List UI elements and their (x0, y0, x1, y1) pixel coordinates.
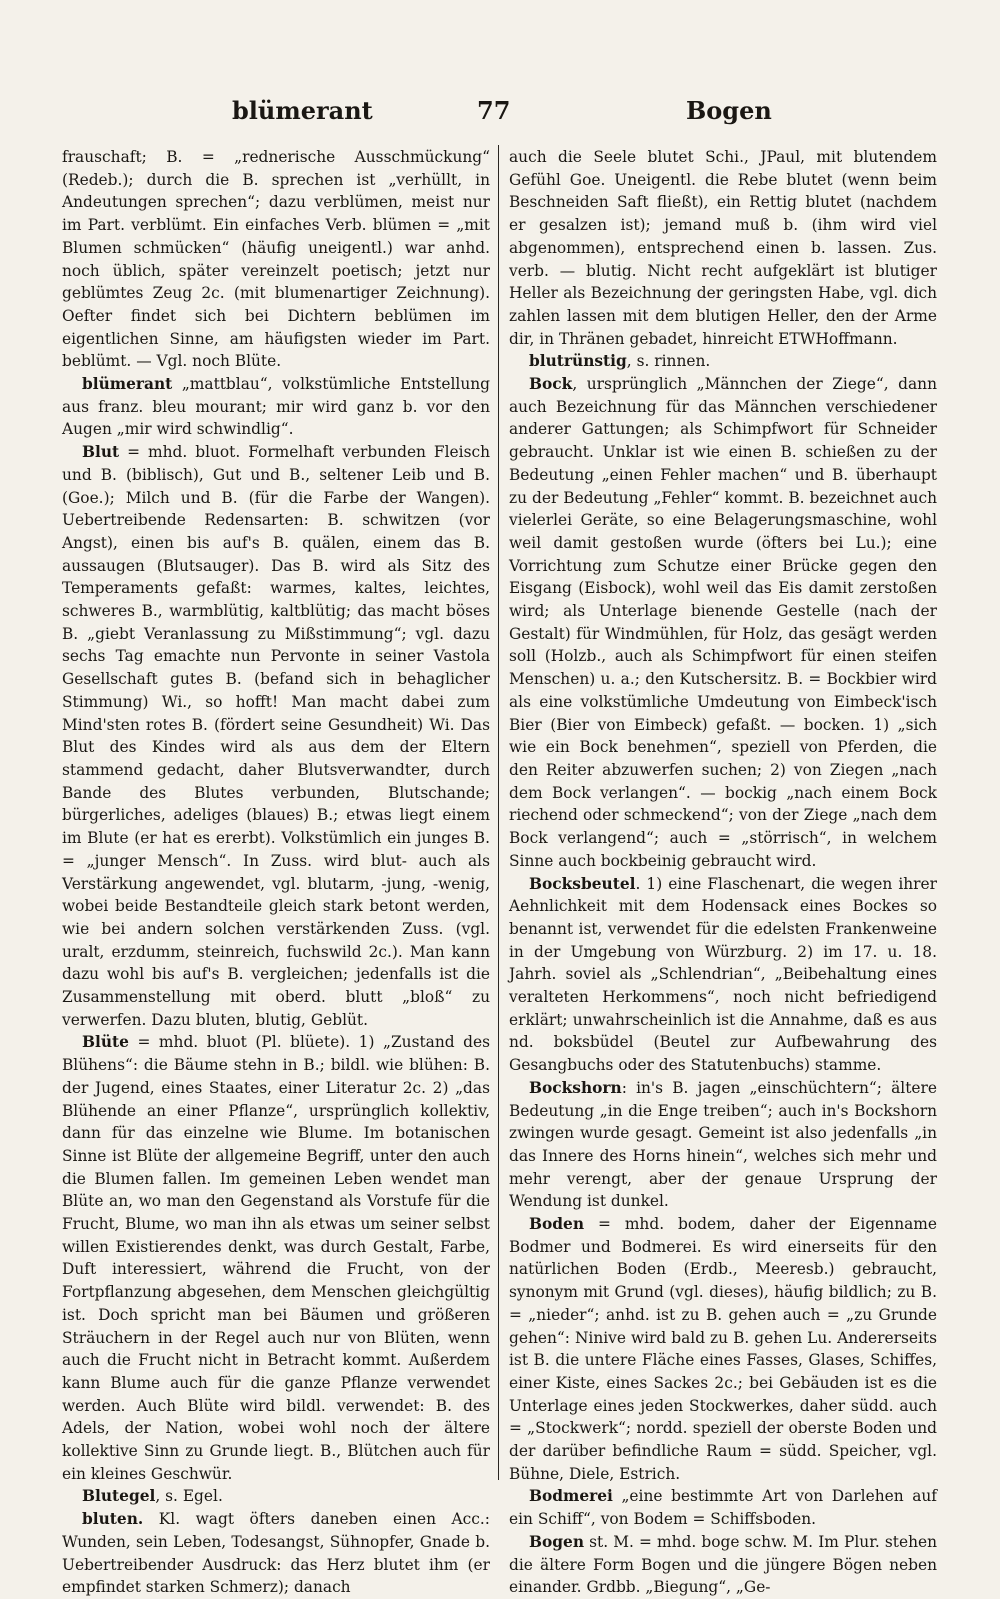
entry (62, 441, 490, 1031)
column-divider (498, 145, 499, 1480)
left-column (62, 146, 490, 1599)
entry-text: frauschaft; B. = „rednerische Ausschmückung“ (Redeb.); durch die B. sprechen ist „verhüllt, in Andeutungen sprechen“; dazu verblümen, meist nur im Part. verblümt. Ein einfaches Verb. blümen = „mit Blumen schmücken“ (häufig uneigentl.) war anhd. noch üblich, später vereinzelt poetisch; jetzt nur geblümtes Zeug 2c. (mit blumenartiger Zeichnung). Oefter findet sich bei Dichtern beblümen im eigentlichen Sinne, am häufigsten wieder im Part. beblümt. — Vgl. noch Blüte. (62, 148, 490, 371)
entry-text: = mhd. bodem, daher der Eigenname Bodmer und Bodmerei. Es wird einerseits für den natürlichen Boden (Erdb., Meeresb.) gebraucht, synonym mit Grund (vgl. dieses), häufig bildlich; zu B. = „nieder“; anhd. ist zu B. gehen auch = „zu Grunde gehen“: Ninive wird bald zu B. gehen Lu. Andererseits ist B. die untere Fläche eines Fasses, Glases, Schiffes, einer Kiste, eines Sackes 2c.; bei Gebäuden ist es die Unterlage eines jeden Stockwerkes, daher südd. auch = „Stockwerk“; nordd. speziell der oberste Boden und der darüber befindliche Raum = südd. Speicher, vgl. Bühne, Diele, Estrich. (509, 1215, 937, 1483)
entry (62, 146, 490, 373)
entry-text: , ursprünglich „Männchen der Ziege“, dann auch Bezeichnung für das Männchen verschiedener anderer Gattungen; als Schimpfwort für Schneider gebraucht. Unklar ist wie einen B. schießen zu der Bedeutung „einen Fehler machen“ und B. überhaupt zu der Bedeutung „Fehler“ kommt. B. bezeichnet auch vielerlei Geräte, so eine Belagerungsmaschine, wohl weil damit gestoßen wurde (öfters bei Lu.); eine Vorrichtung zum Schutze einer Brücke gegen den Eisgang (Eisbock), wohl weil das Eis damit zerstoßen wird; als Unterlage bienende Gestelle (nach der Gestalt) für Windmühlen, für Holz, das gesägt werden soll (Holzb., auch als Schimpfwort für einen steifen Menschen) u. a.; den Kutschersitz. B. = Bockbier wird als eine volkstümliche Umdeutung von Eimbeck'isch Bier (Bier von Eimbeck) gefaßt. — bocken. 1) „sich wie ein Bock benehmen“, speziell von Pferden, die den Reiter abzuwerfen suchen; 2) von Ziegen „nach dem Bock verlangen“. — bockig „nach einem Bock riechend oder schmeckend“; von der Ziege „nach dem Bock verlangend“; auch = „störrisch“, in welchem Sinne auch bockbeinig gebraucht wird. (509, 375, 937, 870)
entry-text: = mhd. bluot. Formelhaft verbunden Fleisch und B. (biblisch), Gut und B., seltener Leib und B. (Goe.); Milch und B. (für die Farbe der Wangen). Uebertreibende Redensarten: B. schwitzen (vor Angst), einen bis auf's B. quälen, einem das B. aussaugen (Blutsauger). Das B. wird als Sitz des Temperaments gefaßt: warmes, kaltes, leichtes, schweres B., warmblütig, kaltblütig; das macht böses B. „giebt Veranlassung zu Mißstimmung“; vgl. dazu sechs Tag emachte nun Pervonte in seiner Vastola Gesellschaft gutes B. (befand sich in behaglicher Stimmung) Wi., so hofft! Man macht dabei zum Mind'sten rotes B. (fördert seine Gesundheit) Wi. Das Blut des Kindes wird als aus dem der Eltern stammend gedacht, daher Blutsverwandter, durch Bande des Blutes verbunden, Blutschande; bürgerliches, adeliges (blaues) B.; etwas liegt einem im Blute (er hat es ererbt). Volkstümlich ein junges B. = „junger Mensch“. In Zuss. wird blut- auch als Verstärkung angewendet, vgl. blutarm, -jung, -wenig, wobei beide Bestandteile gleich stark betont werden, wie bei andern solchen verstärkenden Zuss. (vgl. uralt, erzdumm, steinreich, fuchswild 2c.). Man kann dazu wohl bis auf's B. vergleichen; jedenfalls ist die Zusammenstellung mit oberd. blutt „bloß“ zu verwerfen. Dazu bluten, blutig, Geblüt. (62, 443, 490, 1029)
entry-text: st. M. = mhd. boge schw. M. Im Plur. stehen die ältere Form Bogen und die jüngere Bögen neben einander. Grdbb. „Biegung“, „Ge- (509, 1532, 937, 1597)
entry-headword: Bocksbeutel (529, 874, 636, 893)
entry (509, 1213, 937, 1485)
entry (509, 373, 937, 872)
entry (62, 1508, 490, 1599)
entry (62, 373, 490, 441)
entry (509, 1077, 937, 1213)
page-header (0, 96, 1000, 136)
entry-headword: blümerant (82, 375, 173, 394)
entry-headword: Bodmerei (529, 1487, 613, 1506)
entry-headword: Boden (529, 1215, 585, 1234)
entry (62, 1031, 490, 1485)
entry-headword: Blüte (82, 1033, 129, 1052)
entry-text: „mattblau“, volkstümliche Entstellung aus franz. bleu mourant; mir wird ganz b. vor den Augen „mir wird schwindlig“. (62, 375, 490, 439)
entry-text: . 1) eine Flaschenart, die wegen ihrer Aehnlichkeit mit dem Hodensack eines Bockes so benannt ist, verwendet für die edelsten Frankenweine in der Umgebung von Würzburg. 2) im 17. u. 18. Jahrh. soviel als „Schlendrian“, „Beibehaltung eines veralteten Herkommens“, noch nicht befriedigend erklärt; unwahrscheinlich ist die Annahme, daß es aus nd. boksbüdel (Beutel zur Aufbewahrung des Gesangbuchs oder des Statutenbuchs) stamme. (509, 874, 937, 1075)
entry-text: auch die Seele blutet Schi., JPaul, mit blutendem Gefühl Goe. Uneigentl. die Rebe blutet (wenn beim Beschneiden Saft fließt), ein Rettig blutet (nachdem er gesalzen ist); jemand muß b. (ihm wird viel abgenommen), entsprechend einen b. lassen. Zus. verb. — blutig. Nicht recht aufgeklärt ist blutiger Heller als Bezeichnung der geringsten Habe, vgl. dich zahlen lassen mit dem blutigen Heller, den der Arme dir, in Thränen gebadet, hinreicht ETWHoffmann. (509, 148, 937, 348)
entry (509, 146, 937, 350)
entry (509, 1531, 937, 1599)
entry-headword: Blutegel (82, 1487, 156, 1506)
entry-text: Kl. wagt öfters daneben einen Acc.: Wunden, sein Leben, Todesangst, Sühnopfer, Gnade b. Uebertreibender Ausdruck: das Herz blutet ihm (er empfindet starken Schmerz); danach (62, 1510, 490, 1597)
entry (509, 1485, 937, 1530)
entry-text: „eine bestimmte Art von Darlehen auf ein Schiff“, von Bodem = Schiffsboden. (509, 1487, 937, 1529)
entry-headword: bluten. (82, 1510, 144, 1529)
entry-text: , s. rinnen. (626, 352, 711, 371)
page-number: 77 (477, 96, 511, 125)
entry-headword: Bockshorn (529, 1078, 622, 1097)
entry-headword: Bock (529, 375, 573, 394)
entry (62, 1485, 490, 1508)
entry-text: = mhd. bluot (Pl. blüete). 1) „Zustand des Blühens“: die Bäume stehn in B.; bildl. wie blühen: B. der Jugend, eines Staates, einer Literatur 2c. 2) „das Blühende an einer Pflanze“, ursprünglich kollektiv, dann für das einzelne wie Blume. Im botanischen Sinne ist Blüte der allgemeine Begriff, unter den auch die Blumen fallen. Im gemeinen Leben wendet man Blüte an, wo man den Gegenstand als Vorstufe für die Frucht, Blume, wo man ihn als etwas um seiner selbst willen Existierendes denkt, was durch Gestalt, Farbe, Duft interessiert, während die Frucht, von der Fortpflanzung abgesehen, dem Menschen gleichgültig ist. Doch spricht man bei Bäumen und größeren Sträuchern in der Regel auch nur von Blüten, wenn auch die Frucht nicht in Betracht kommt. Außerdem kann Blume auch für die ganze Pflanze verwendet werden. Auch Blüte wird bildl. verwendet: B. des Adels, der Nation, wobei wohl noch der ältere kollektive Sinn zu Grunde liegt. B., Blütchen auch für ein kleines Geschwür. (62, 1033, 490, 1483)
entry-text: , s. Egel. (155, 1487, 223, 1506)
right-column (509, 146, 937, 1599)
entry-headword: Blut (82, 443, 120, 462)
entry-text: : in's B. jagen „einschüchtern“; ältere Bedeutung „in die Enge treiben“; auch in's Bockshorn zwingen wurde gesagt. Gemeint ist also jedenfalls „in das Innere des Horns hinein“, welches sich mehr und mehr verengt, aber der genaue Ursprung der Wendung ist dunkel. (509, 1078, 937, 1211)
entry (509, 350, 937, 373)
entry-headword: Bogen (529, 1532, 585, 1551)
header-left-keyword: blümerant (232, 96, 373, 125)
entry (509, 873, 937, 1077)
header-right-keyword: Bogen (686, 96, 772, 125)
entry-headword: blutrünstig (529, 352, 627, 371)
